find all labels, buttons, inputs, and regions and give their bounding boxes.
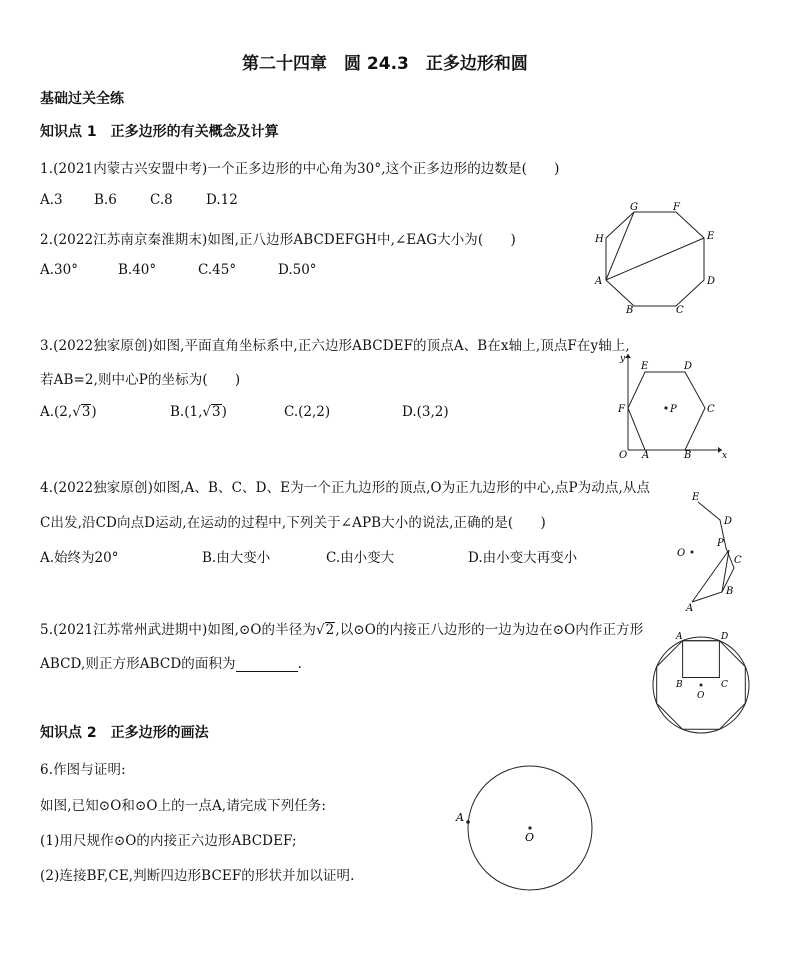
label-h: H — [595, 234, 604, 245]
label-b: B — [626, 305, 634, 313]
question-5-line-1: 5.(2021江苏常州武进期中)如图,⊙O的半径为√2,以⊙O的内接正八边形的一边为边在⊙O内作正方形 — [40, 622, 644, 638]
question-6-line-2: (1)用尺规作⊙O的内接正六边形ABCDEF; — [40, 833, 297, 849]
point-o — [528, 826, 531, 829]
label-c: C — [676, 305, 684, 313]
label-x: x — [722, 451, 728, 460]
label-g: G — [630, 202, 638, 213]
label-d: D — [724, 516, 733, 527]
label-o: O — [677, 548, 686, 559]
label-d: D — [721, 632, 729, 642]
label-f: F — [673, 202, 680, 213]
label-e: E — [641, 361, 649, 372]
answer-blank[interactable] — [236, 657, 298, 672]
sqrt-2: 2 — [325, 622, 335, 638]
circle-octagon-square-figure — [646, 630, 756, 740]
question-4-option-d: D.由小变大再变小 — [468, 550, 578, 566]
question-6-line-3: (2)连接BF,CE,判断四边形BCEF的形状并加以证明. — [40, 868, 355, 884]
square-abcd — [683, 641, 720, 678]
sqrt-3-b: 3 — [211, 404, 221, 420]
label-d: D — [707, 276, 716, 287]
question-3-option-a: A.(2,√3) — [40, 404, 97, 420]
question-6-line-1: 如图,已知⊙O和⊙O上的一点A,请完成下列任务: — [40, 798, 327, 814]
question-1-option-d: D.12 — [206, 192, 238, 208]
question-4-option-c: C.由小变大 — [326, 550, 395, 566]
question-3-option-c: C.(2,2) — [284, 404, 331, 420]
knowledge-point-2-heading: 知识点 2 正多边形的画法 — [40, 725, 209, 741]
point-o — [700, 684, 703, 687]
question-1-option-a: A.3 — [40, 192, 63, 208]
question-5-line-2: ABCD,则正方形ABCD的面积为 . — [40, 656, 303, 672]
circle-figure — [450, 755, 610, 905]
hexagon-coordinate-figure — [610, 350, 730, 460]
label-a: A — [676, 632, 683, 642]
label-y: y — [620, 354, 626, 364]
question-2-option-a: A.30° — [40, 262, 78, 278]
question-2-option-b: B.40° — [118, 262, 157, 278]
page-title: 第二十四章 圆 24.3 正多边形和圆 — [242, 54, 528, 74]
question-3-option-d: D.(3,2) — [402, 404, 449, 420]
question-2-option-d: D.50° — [278, 262, 317, 278]
point-o — [691, 551, 694, 554]
label-e: E — [707, 231, 715, 242]
nonagon-figure — [668, 490, 758, 615]
question-4-option-a: A.始终为20° — [40, 550, 119, 566]
question-1-option-b: B.6 — [94, 192, 117, 208]
label-a: A — [642, 450, 650, 460]
question-3-line-2: 若AB=2,则中心P的坐标为( ) — [40, 372, 241, 388]
point-p — [664, 406, 667, 409]
label-p: P — [670, 404, 677, 415]
label-p: P — [717, 538, 724, 549]
segment-ap — [692, 550, 729, 602]
knowledge-point-1-heading: 知识点 1 正多边形的有关概念及计算 — [40, 124, 279, 140]
label-f: F — [618, 404, 625, 415]
label-o: O — [525, 831, 535, 844]
label-o: O — [619, 450, 628, 460]
question-4-line-1: 4.(2022独家原创)如图,A、B、C、D、E为一个正九边形的顶点,O为正九边形的中心,点P为动点,从点 — [40, 480, 651, 496]
hexagon-shape — [628, 372, 705, 450]
label-b: B — [684, 450, 692, 460]
y-axis-arrow — [625, 354, 631, 358]
question-4-line-2: C出发,沿CD向点D运动,在运动的过程中,下列关于∠APB大小的说法,正确的是( ) — [40, 515, 546, 531]
point-a — [466, 820, 470, 824]
question-2-option-c: C.45° — [198, 262, 237, 278]
question-6-title: 6.作图与证明: — [40, 762, 126, 778]
label-c: C — [707, 404, 715, 415]
question-1-text: 1.(2021内蒙古兴安盟中考)一个正多边形的中心角为30°,这个正多边形的边数是( ) — [40, 161, 560, 177]
label-c: C — [734, 555, 742, 566]
octagon-figure — [590, 198, 720, 313]
section-heading-basic: 基础过关全练 — [40, 91, 124, 107]
question-1-option-c: C.8 — [150, 192, 173, 208]
label-a: A — [686, 603, 694, 614]
question-2-text: 2.(2022江苏南京秦淮期末)如图,正八边形ABCDEFGH中,∠EAG大小为( ) — [40, 232, 516, 248]
label-d: D — [684, 361, 693, 372]
label-a: A — [595, 276, 603, 287]
label-o: O — [697, 691, 705, 701]
question-4-option-b: B.由大变小 — [202, 550, 271, 566]
question-3-option-b: B.(1,√3) — [170, 404, 227, 420]
label-b: B — [676, 680, 683, 690]
label-e: E — [692, 492, 700, 503]
sqrt-3-a: 3 — [81, 404, 91, 420]
label-b: B — [726, 586, 734, 597]
label-c: C — [721, 680, 728, 690]
label-a: A — [456, 811, 464, 824]
question-3-line-1: 3.(2022独家原创)如图,平面直角坐标系中,正六边形ABCDEF的顶点A、B在x轴上,顶点F在y轴上, — [40, 338, 630, 354]
